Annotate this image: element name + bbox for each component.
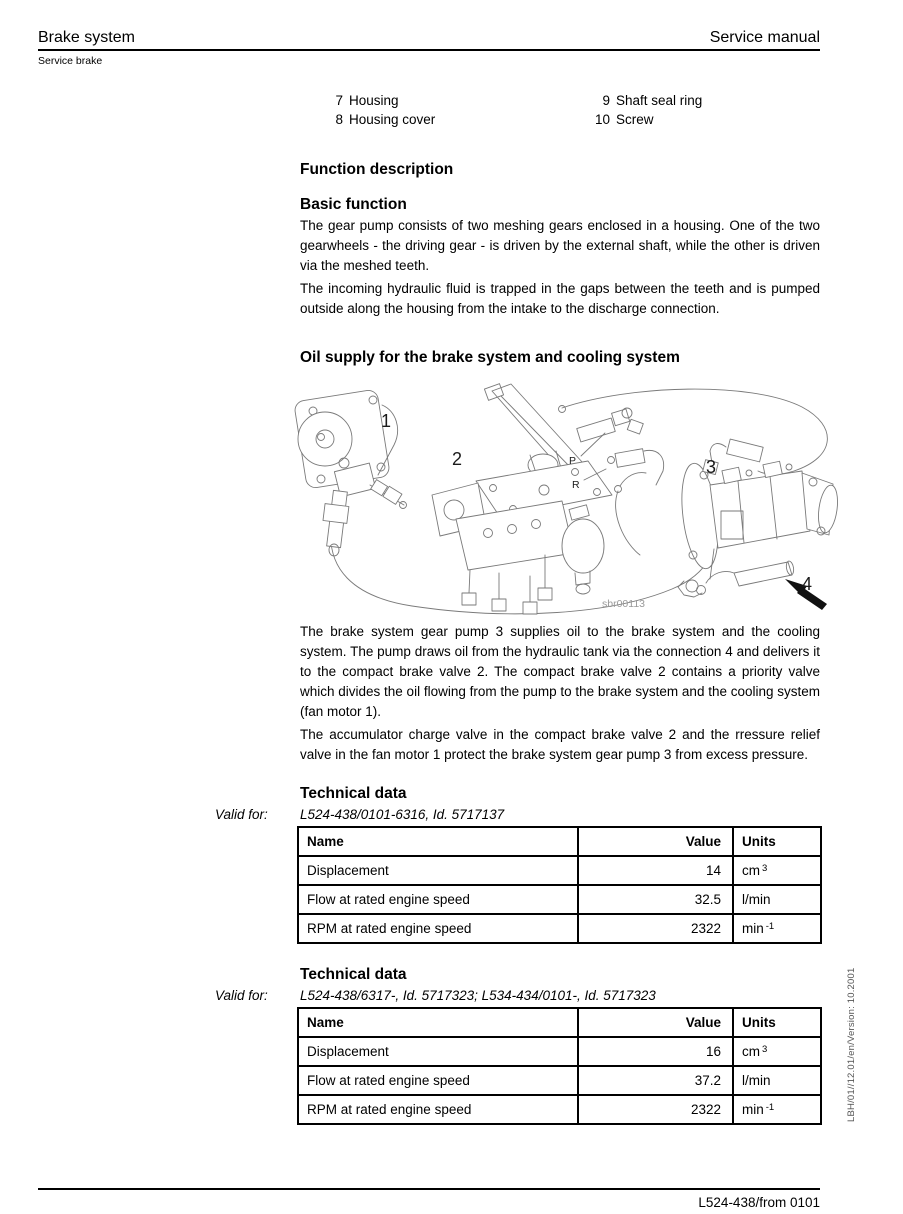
paragraph: The incoming hydraulic fluid is trapped in the gaps between the teeth and is pumped outside along the housing from the intake to the discharge connection. — [300, 281, 820, 316]
section-title-basic-function: Basic function — [300, 196, 407, 213]
row-name: Displacement — [298, 856, 578, 885]
row-units: min $^{-1}$ — [733, 914, 821, 943]
table-header-row — [298, 827, 821, 856]
column-header-name: Name — [298, 1008, 578, 1037]
column-header-value: Value — [578, 827, 733, 856]
column-header-units: Units — [733, 827, 821, 856]
table-row — [298, 885, 821, 914]
part-label: Shaft seal ring — [616, 93, 703, 108]
oil-supply-diagram — [280, 383, 840, 618]
suction-hose-drawing — [678, 560, 795, 597]
row-name: RPM at rated engine speed — [298, 914, 578, 943]
valid-for-label: Valid for: — [215, 807, 268, 822]
paragraph: The gear pump consists of two meshing gears enclosed in a housing. One of the two gearwheels - the driving gear - is driven by the external shaft, while the other is driven via the meshed teeth. — [300, 218, 820, 273]
row-units: cm $^3$ — [733, 1037, 821, 1066]
valid-for-value: L524-438/0101-6316, Id. 5717137 — [300, 807, 505, 822]
table-row — [298, 1037, 821, 1066]
part-number: 9 — [602, 93, 610, 108]
column-header-units: Units — [733, 1008, 821, 1037]
footer-rule — [38, 1188, 820, 1190]
oil-supply-text — [300, 622, 820, 768]
row-name: Flow at rated engine speed — [298, 885, 578, 914]
figure-label-1: 1 — [381, 411, 392, 431]
table-header-row — [298, 1008, 821, 1037]
row-name: Displacement — [298, 1037, 578, 1066]
part-label: Housing cover — [349, 111, 436, 127]
paragraph: The accumulator charge valve in the compact brake valve 2 and the rressure relief valve in the fan motor 1 protect the brake system gear pump 3 from excess pressure. — [300, 727, 820, 762]
document-version-note: LBH/01//12.01/en/Version: 10.2001 — [846, 967, 857, 1122]
row-value: 2322 — [578, 1095, 733, 1124]
part-number: 7 — [335, 93, 343, 108]
table-row — [298, 856, 821, 885]
footer-document-id: L524-438/from 0101 — [698, 1195, 820, 1210]
part-number: 10 — [594, 111, 610, 127]
figure-caption: sbr00113 — [602, 598, 646, 610]
column-header-value: Value — [578, 1008, 733, 1037]
technical-data-title: Technical data — [300, 785, 407, 802]
table-row — [298, 1066, 821, 1095]
technical-data-table — [297, 826, 822, 944]
row-name: RPM at rated engine speed — [298, 1095, 578, 1124]
figure-label-4: 4 — [802, 574, 813, 594]
header-bar — [38, 28, 820, 51]
basic-function-text — [300, 216, 820, 322]
row-value: 32.5 — [578, 885, 733, 914]
figure-label-2: 2 — [452, 449, 463, 469]
page-title: Brake system — [38, 29, 135, 46]
row-value: 37.2 — [578, 1066, 733, 1095]
chapter-subtitle: Service brake — [38, 55, 103, 67]
valid-for-label: Valid for: — [215, 988, 268, 1003]
part-label: Housing — [349, 93, 399, 108]
part-label: Screw — [616, 111, 654, 127]
figure-label-3: 3 — [706, 457, 717, 477]
row-value: 14 — [578, 856, 733, 885]
table-row — [298, 914, 821, 943]
row-value: 2322 — [578, 914, 733, 943]
parts-list — [300, 92, 702, 129]
section-title-function-description: Function description — [300, 161, 454, 178]
row-value: 16 — [578, 1037, 733, 1066]
manual-title: Service manual — [709, 29, 820, 46]
technical-data-title: Technical data — [300, 966, 407, 983]
section-title-oil-supply: Oil supply for the brake system and cooling system — [300, 349, 680, 366]
figure-port-r: R — [572, 479, 580, 491]
brake-valve-drawing — [432, 384, 612, 614]
table-row — [298, 1095, 821, 1124]
row-units: min $^{-1}$ — [733, 1095, 821, 1124]
valid-for-value: L524-438/6317-, Id. 5717323; L534-434/0101-, Id. 5717323 — [300, 988, 656, 1003]
paragraph: The brake system gear pump 3 supplies oil to the brake system and the cooling system. The pump draws oil from the hydraulic tank via the connection 4 and delivers it to the compact brake valve 2. The compact brake valve 2 contains a priority valve which divides the oil flowing from the pump to the brake system and the cooling system (fan motor 1). — [300, 624, 821, 719]
row-units: l/min — [733, 885, 821, 914]
column-header-name: Name — [298, 827, 578, 856]
part-number: 8 — [335, 111, 343, 127]
technical-data-table — [297, 1007, 822, 1125]
figure-port-p: P — [569, 455, 577, 467]
row-units: cm $^3$ — [733, 856, 821, 885]
row-units: l/min — [733, 1066, 821, 1095]
row-name: Flow at rated engine speed — [298, 1066, 578, 1095]
